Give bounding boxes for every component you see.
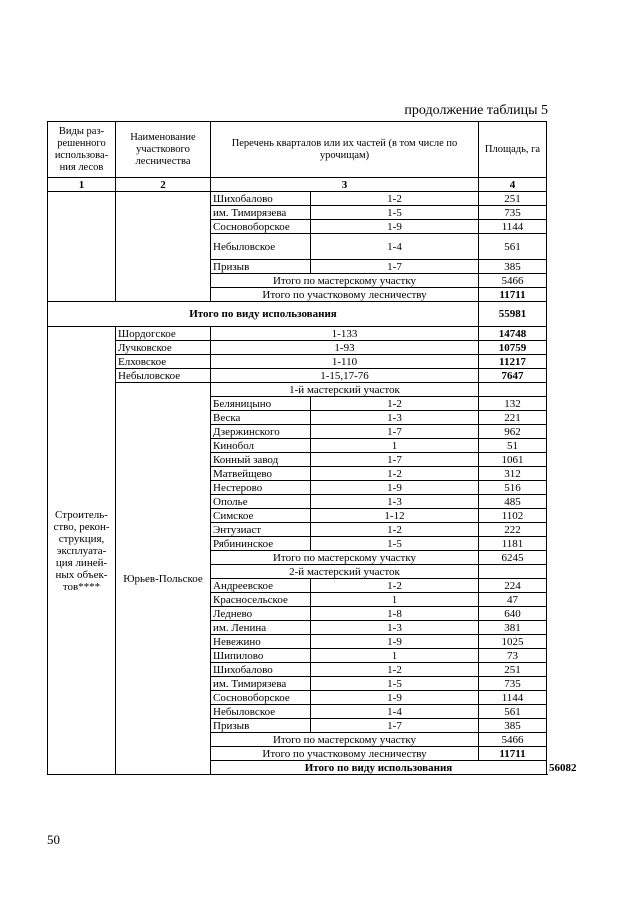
district-name: Елховское xyxy=(116,355,211,369)
tract-name: Дзержинского xyxy=(211,425,311,439)
tract-name: Красносельское xyxy=(211,593,311,607)
quarters: 1-7 xyxy=(311,719,479,733)
quarters: 1-4 xyxy=(311,705,479,719)
table-row xyxy=(48,327,547,341)
area: 1181 xyxy=(479,537,547,551)
quarters: 1-5 xyxy=(311,677,479,691)
quarters: 1-3 xyxy=(311,411,479,425)
quarters: 1-93 xyxy=(211,341,479,355)
table-row xyxy=(48,355,547,369)
col-number: 1 xyxy=(48,178,116,192)
tract-name: Ополье xyxy=(211,495,311,509)
tract-name: Шихобалово xyxy=(211,663,311,677)
master-subtotal-value: 6245 xyxy=(479,551,547,565)
header-quarters: Перечень кварталов или их частей (в том числе по урочищам) xyxy=(211,122,479,178)
forest-use-table xyxy=(47,121,577,775)
area: 47 xyxy=(479,593,547,607)
col-number: 4 xyxy=(479,178,547,192)
quarters: 1 xyxy=(311,593,479,607)
tract-name: Кинобол xyxy=(211,439,311,453)
empty-area-cell xyxy=(479,383,547,397)
table-row xyxy=(48,369,547,383)
area: 561 xyxy=(479,705,547,719)
area: 1144 xyxy=(479,691,547,705)
area: 132 xyxy=(479,397,547,411)
tract-name: Симское xyxy=(211,509,311,523)
table-body xyxy=(48,122,577,775)
total-row: Итого по виду использования 56082 xyxy=(48,761,547,775)
tract-name: Нестерово xyxy=(211,481,311,495)
area: 385 xyxy=(479,260,547,274)
area: 1025 xyxy=(479,635,547,649)
header-district: Наименование участкового лесничества xyxy=(116,122,211,178)
master-subtotal-value: 5466 xyxy=(479,274,547,288)
district-name: Небыловское xyxy=(116,369,211,383)
tract-name: Призыв xyxy=(211,719,311,733)
district-subtotal-label: Итого по участковому лесничеству xyxy=(211,747,479,761)
area: 1061 xyxy=(479,453,547,467)
quarters: 1-110 xyxy=(211,355,479,369)
quarters: 1-4 xyxy=(311,234,479,260)
quarters: 1-2 xyxy=(311,192,479,206)
area: 312 xyxy=(479,467,547,481)
quarters: 1-9 xyxy=(311,220,479,234)
tract-name: Шипилово xyxy=(211,649,311,663)
quarters: 1-133 xyxy=(211,327,479,341)
page-number: 50 xyxy=(47,832,60,847)
col-number: 3 xyxy=(211,178,479,192)
tract-name: Сосновоборское xyxy=(211,691,311,705)
quarters: 1-2 xyxy=(311,579,479,593)
tract-name: Призыв xyxy=(211,260,311,274)
use-total-value: 55981 xyxy=(479,302,547,327)
master-subtotal-label: Итого по мастерскому участку xyxy=(211,274,479,288)
quarters: 1-2 xyxy=(311,397,479,411)
tract-name: Леднево xyxy=(211,607,311,621)
tract-name: Шихобалово xyxy=(211,192,311,206)
area: 51 xyxy=(479,439,547,453)
quarters: 1-7 xyxy=(311,425,479,439)
tract-name: Конный завод xyxy=(211,453,311,467)
header-area: Площадь, га xyxy=(479,122,547,178)
header-row xyxy=(48,122,547,178)
master-subtotal-label: Итого по мастерскому участку xyxy=(211,733,479,747)
quarters: 1-12 xyxy=(311,509,479,523)
area: 640 xyxy=(479,607,547,621)
tract-name: Энтузиаст xyxy=(211,523,311,537)
quarters: 1-15,17-76 xyxy=(211,369,479,383)
empty-use-type-cell xyxy=(48,192,116,302)
tract-name: Беляницыно xyxy=(211,397,311,411)
tract-name: Небыловское xyxy=(211,705,311,719)
yuriev-district-cell: Юрьев-Польское xyxy=(116,383,211,775)
tract-name: им. Ленина xyxy=(211,621,311,635)
quarters: 1-9 xyxy=(311,481,479,495)
quarters: 1 xyxy=(311,649,479,663)
area: 10759 xyxy=(479,341,547,355)
quarters: 1 xyxy=(311,439,479,453)
area: 1144 xyxy=(479,220,547,234)
table-caption: продолжение таблицы 5 xyxy=(404,103,548,118)
empty-area-cell xyxy=(479,565,547,579)
tract-name: Рябининское xyxy=(211,537,311,551)
master-area-title: 2-й мастерский участок xyxy=(211,565,479,579)
total-row xyxy=(48,302,547,327)
use-type-cell: Строитель-ство, рекон-струкция, эксплуата-ция линей-ных объек-тов**** xyxy=(48,327,116,775)
tract-name: Матвейщево xyxy=(211,467,311,481)
master-area-title: 1-й мастерский участок xyxy=(211,383,479,397)
district-name: Лучковское xyxy=(116,341,211,355)
area: 735 xyxy=(479,206,547,220)
district-name: Шордогское xyxy=(116,327,211,341)
quarters: 1-5 xyxy=(311,206,479,220)
quarters: 1-9 xyxy=(311,691,479,705)
area: 735 xyxy=(479,677,547,691)
area: 381 xyxy=(479,621,547,635)
area: 385 xyxy=(479,719,547,733)
use-total-label: Итого по виду использования xyxy=(211,761,547,775)
area: 222 xyxy=(479,523,547,537)
area: 7647 xyxy=(479,369,547,383)
area: 962 xyxy=(479,425,547,439)
area: 561 xyxy=(479,234,547,260)
quarters: 1-8 xyxy=(311,607,479,621)
quarters: 1-2 xyxy=(311,523,479,537)
area: 73 xyxy=(479,649,547,663)
tract-name: им. Тимирязева xyxy=(211,206,311,220)
district-subtotal-label: Итого по участковому лесничеству xyxy=(211,288,479,302)
quarters: 1-7 xyxy=(311,260,479,274)
column-number-row xyxy=(48,178,547,192)
col-number: 2 xyxy=(116,178,211,192)
tract-name: Андреевское xyxy=(211,579,311,593)
quarters: 1-2 xyxy=(311,663,479,677)
quarters: 1-3 xyxy=(311,495,479,509)
quarters: 1-2 xyxy=(311,467,479,481)
area: 1102 xyxy=(479,509,547,523)
table-row xyxy=(48,192,547,206)
empty-district-cell xyxy=(116,192,211,302)
master-subtotal-label: Итого по мастерскому участку xyxy=(211,551,479,565)
header-use-type: Виды раз-решенного использова-ния лесов xyxy=(48,122,116,178)
tract-name: Небыловское xyxy=(211,234,311,260)
area: 485 xyxy=(479,495,547,509)
quarters: 1-7 xyxy=(311,453,479,467)
use-total-label: Итого по виду использования xyxy=(48,302,479,327)
area: 224 xyxy=(479,579,547,593)
district-subtotal-value: 11711 xyxy=(479,288,547,302)
tract-name: Невежино xyxy=(211,635,311,649)
area: 11217 xyxy=(479,355,547,369)
area: 251 xyxy=(479,663,547,677)
section-row xyxy=(48,383,547,397)
table-row xyxy=(48,341,547,355)
tract-name: Сосновоборское xyxy=(211,220,311,234)
tract-name: Веска xyxy=(211,411,311,425)
district-subtotal-value: 11711 xyxy=(479,747,547,761)
area: 251 xyxy=(479,192,547,206)
quarters: 1-5 xyxy=(311,537,479,551)
quarters: 1-9 xyxy=(311,635,479,649)
area: 221 xyxy=(479,411,547,425)
quarters: 1-3 xyxy=(311,621,479,635)
master-subtotal-value: 5466 xyxy=(479,733,547,747)
area: 14748 xyxy=(479,327,547,341)
area: 516 xyxy=(479,481,547,495)
tract-name: им. Тимирязева xyxy=(211,677,311,691)
